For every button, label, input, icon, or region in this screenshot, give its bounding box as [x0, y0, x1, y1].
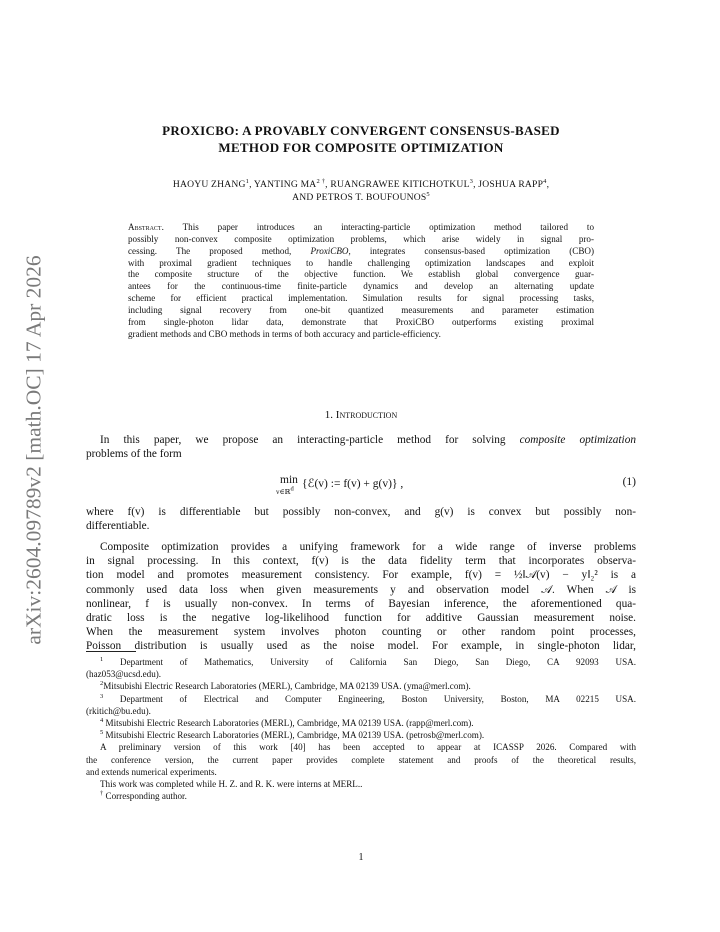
- footnote-mark: †: [100, 790, 104, 798]
- abstract-line: antees for the continuous-time finite-particle dynamics and develop an alternating update: [128, 281, 594, 292]
- equation-min: min: [280, 474, 298, 486]
- author-name: , RUANGRAWEE KITICHOTKUL: [325, 179, 470, 190]
- section-number: 1.: [324, 409, 334, 421]
- body-text: In this paper, we propose an interacting-particle method for solving: [100, 434, 520, 446]
- emphasis-text: composite optimization: [519, 434, 636, 446]
- abstract-line: including signal recovery from one-bit quantized measurements and parameter estimation: [128, 304, 594, 315]
- affiliation-mark: 3: [469, 177, 474, 185]
- body-line: in signal processing. In this context, f(v) is the data fidelity term that incorporates observa-: [86, 555, 636, 568]
- paper-title: [86, 122, 636, 156]
- section-title: Introduction: [335, 409, 398, 421]
- footnote-line: [86, 729, 636, 741]
- footnote-line: [86, 717, 636, 729]
- body-line: differentiable.: [86, 520, 150, 533]
- footnote-line: A preliminary version of this work [40] has been accepted to appear at ICASSP 2026. Compared with: [100, 742, 636, 753]
- paragraph-intro: [86, 433, 636, 461]
- abstract-line: gradient methods and CBO methods in terms of both accuracy and particle-efficiency.: [128, 328, 441, 339]
- footnote-text: Department of Electrical and Computer Engineering, Boston University, Boston, MA 02215 USA.: [103, 693, 636, 704]
- body-line: [86, 433, 636, 447]
- affiliation-mark: 4: [543, 177, 547, 185]
- abstract-text: cessing. The proposed method,: [128, 245, 311, 256]
- footnote-text: Department of Mathematics, University of California San Diego, San Diego, CA 92093 USA.: [103, 657, 636, 667]
- footnote-mark: 2: [100, 680, 104, 688]
- footnote-line: [86, 680, 636, 692]
- method-name: ProxiCBO: [310, 245, 349, 256]
- body-line: Composite optimization provides a unifying framework for a wide range of inverse problems: [100, 541, 636, 553]
- footnote-line: [86, 790, 636, 802]
- abstract-text: , integrates consensus-based optimization (CBO): [348, 245, 594, 256]
- authors-line-2: [86, 191, 636, 204]
- footnote-line: and extends numerical experiments.: [86, 766, 217, 777]
- abstract-line: possibly non-convex composite optimization problems, which arise widely in signal pro-: [128, 233, 594, 244]
- footnote-rule: [86, 651, 136, 652]
- footnote-text: Mitsubishi Electric Research Laboratories (MERL), Cambridge, MA 02139 USA. (yma@merl.com).: [103, 681, 471, 692]
- equation-body: {ℰ(v) := f(v) + g(v)} ,: [302, 478, 404, 490]
- footnotes: [86, 656, 636, 802]
- footnote-text: Mitsubishi Electric Research Laboratories (MERL), Cambridge, MA 02139 USA. (rapp@merl.com).: [103, 718, 474, 729]
- affiliation-mark: 1: [245, 177, 250, 185]
- abstract: [128, 222, 594, 340]
- body-line: commonly used data loss when given measurements y and observation model 𝒜. When 𝒜 is: [86, 583, 636, 596]
- abstract-text: This paper introduces an interacting-particle optimization method tailored to: [163, 222, 594, 232]
- abstract-line: with proximal gradient techniques to handle challenging optimization landscapes and exploit: [128, 257, 594, 268]
- author-list: [86, 178, 636, 204]
- title-line-1: PROXICBO: A PROVABLY CONVERGENT CONSENSUS-BASED: [162, 123, 560, 138]
- footnote-line: (rkitich@bu.edu).: [86, 705, 151, 716]
- abstract-line: scheme for efficient practical implementation. Simulation results for signal processing tasks,: [128, 293, 594, 304]
- affiliation-mark: 5: [426, 190, 430, 198]
- equation-1: [86, 474, 636, 504]
- body-line: where f(v) is differentiable but possibly non-convex, and g(v) is convex but possibly non-: [86, 506, 636, 518]
- footnote-text: Mitsubishi Electric Research Laboratories (MERL), Cambridge, MA 02139 USA. (petrosb@merl.com).: [103, 730, 485, 741]
- equation-subscript: [276, 485, 294, 496]
- abstract-line: [128, 222, 594, 234]
- author-name: AND PETROS T. BOUFOUNOS: [292, 192, 427, 203]
- footnote-mark: 5: [100, 729, 104, 737]
- footnote-mark: 4: [100, 716, 104, 724]
- footnote-line: [86, 656, 636, 668]
- abstract-line: [128, 246, 594, 258]
- footnote-mark: 1: [100, 655, 104, 663]
- body-line: When the measurement system involves photon counting or other random point processes,: [86, 626, 636, 639]
- arxiv-identifier: arXiv:2604.09789v2 [math.OC] 17 Apr 2026: [21, 255, 46, 645]
- body-line: tion model and promotes measurement consistency. For example, f(v) = ½‖𝒜(v) − y‖₂² is a: [86, 569, 636, 582]
- footnote-mark: 3: [100, 692, 104, 700]
- body-line: dratic loss is the negative log-likelihood function for additive Gaussian measurement noise.: [86, 612, 636, 625]
- author-name: HAOYU ZHANG: [172, 179, 246, 190]
- equation-sub-sup: d: [290, 485, 294, 493]
- paragraph-definitions: [86, 505, 636, 533]
- paragraph-composite: [86, 540, 636, 654]
- abstract-line: from single-photon lidar data, demonstrate that ProxiCBO outperforms existing proximal: [128, 316, 594, 327]
- footnote-line: This work was completed while H. Z. and R. K. were interns at MERL..: [100, 779, 363, 790]
- author-name: , YANTING MA: [249, 179, 317, 190]
- equation-sub-text: v∈ℝ: [276, 488, 291, 496]
- body-line: nonlinear, f is usually non-convex. In terms of Bayesian inference, the aforementioned qua-: [86, 597, 636, 610]
- footnote-line: the conference version, the current paper provides complete statement and proofs of the theoretical results,: [86, 754, 636, 765]
- affiliation-mark: 2 †: [316, 177, 326, 185]
- footnote-line: (haz053@ucsd.edu).: [86, 669, 162, 680]
- separator: ,: [546, 179, 550, 190]
- author-name: , JOSHUA RAPP: [473, 179, 544, 190]
- authors-line-1: [86, 178, 636, 191]
- footnote-text: Corresponding author.: [103, 791, 187, 802]
- abstract-line: the composite structure of the objective function. We establish global convergence guar-: [128, 269, 594, 280]
- body-line: problems of the form: [86, 448, 182, 461]
- arxiv-sidebar: [14, 240, 54, 660]
- abstract-label: Abstract.: [128, 222, 164, 232]
- footnote-line: [86, 693, 636, 705]
- section-heading: [86, 409, 636, 421]
- equation-number: (1): [622, 476, 636, 488]
- body-line: Poisson distribution is usually used as the noise model. For example, in single-photon lidar,: [86, 640, 636, 653]
- page-number: 1: [358, 852, 364, 863]
- title-line-2: METHOD FOR COMPOSITE OPTIMIZATION: [218, 140, 504, 155]
